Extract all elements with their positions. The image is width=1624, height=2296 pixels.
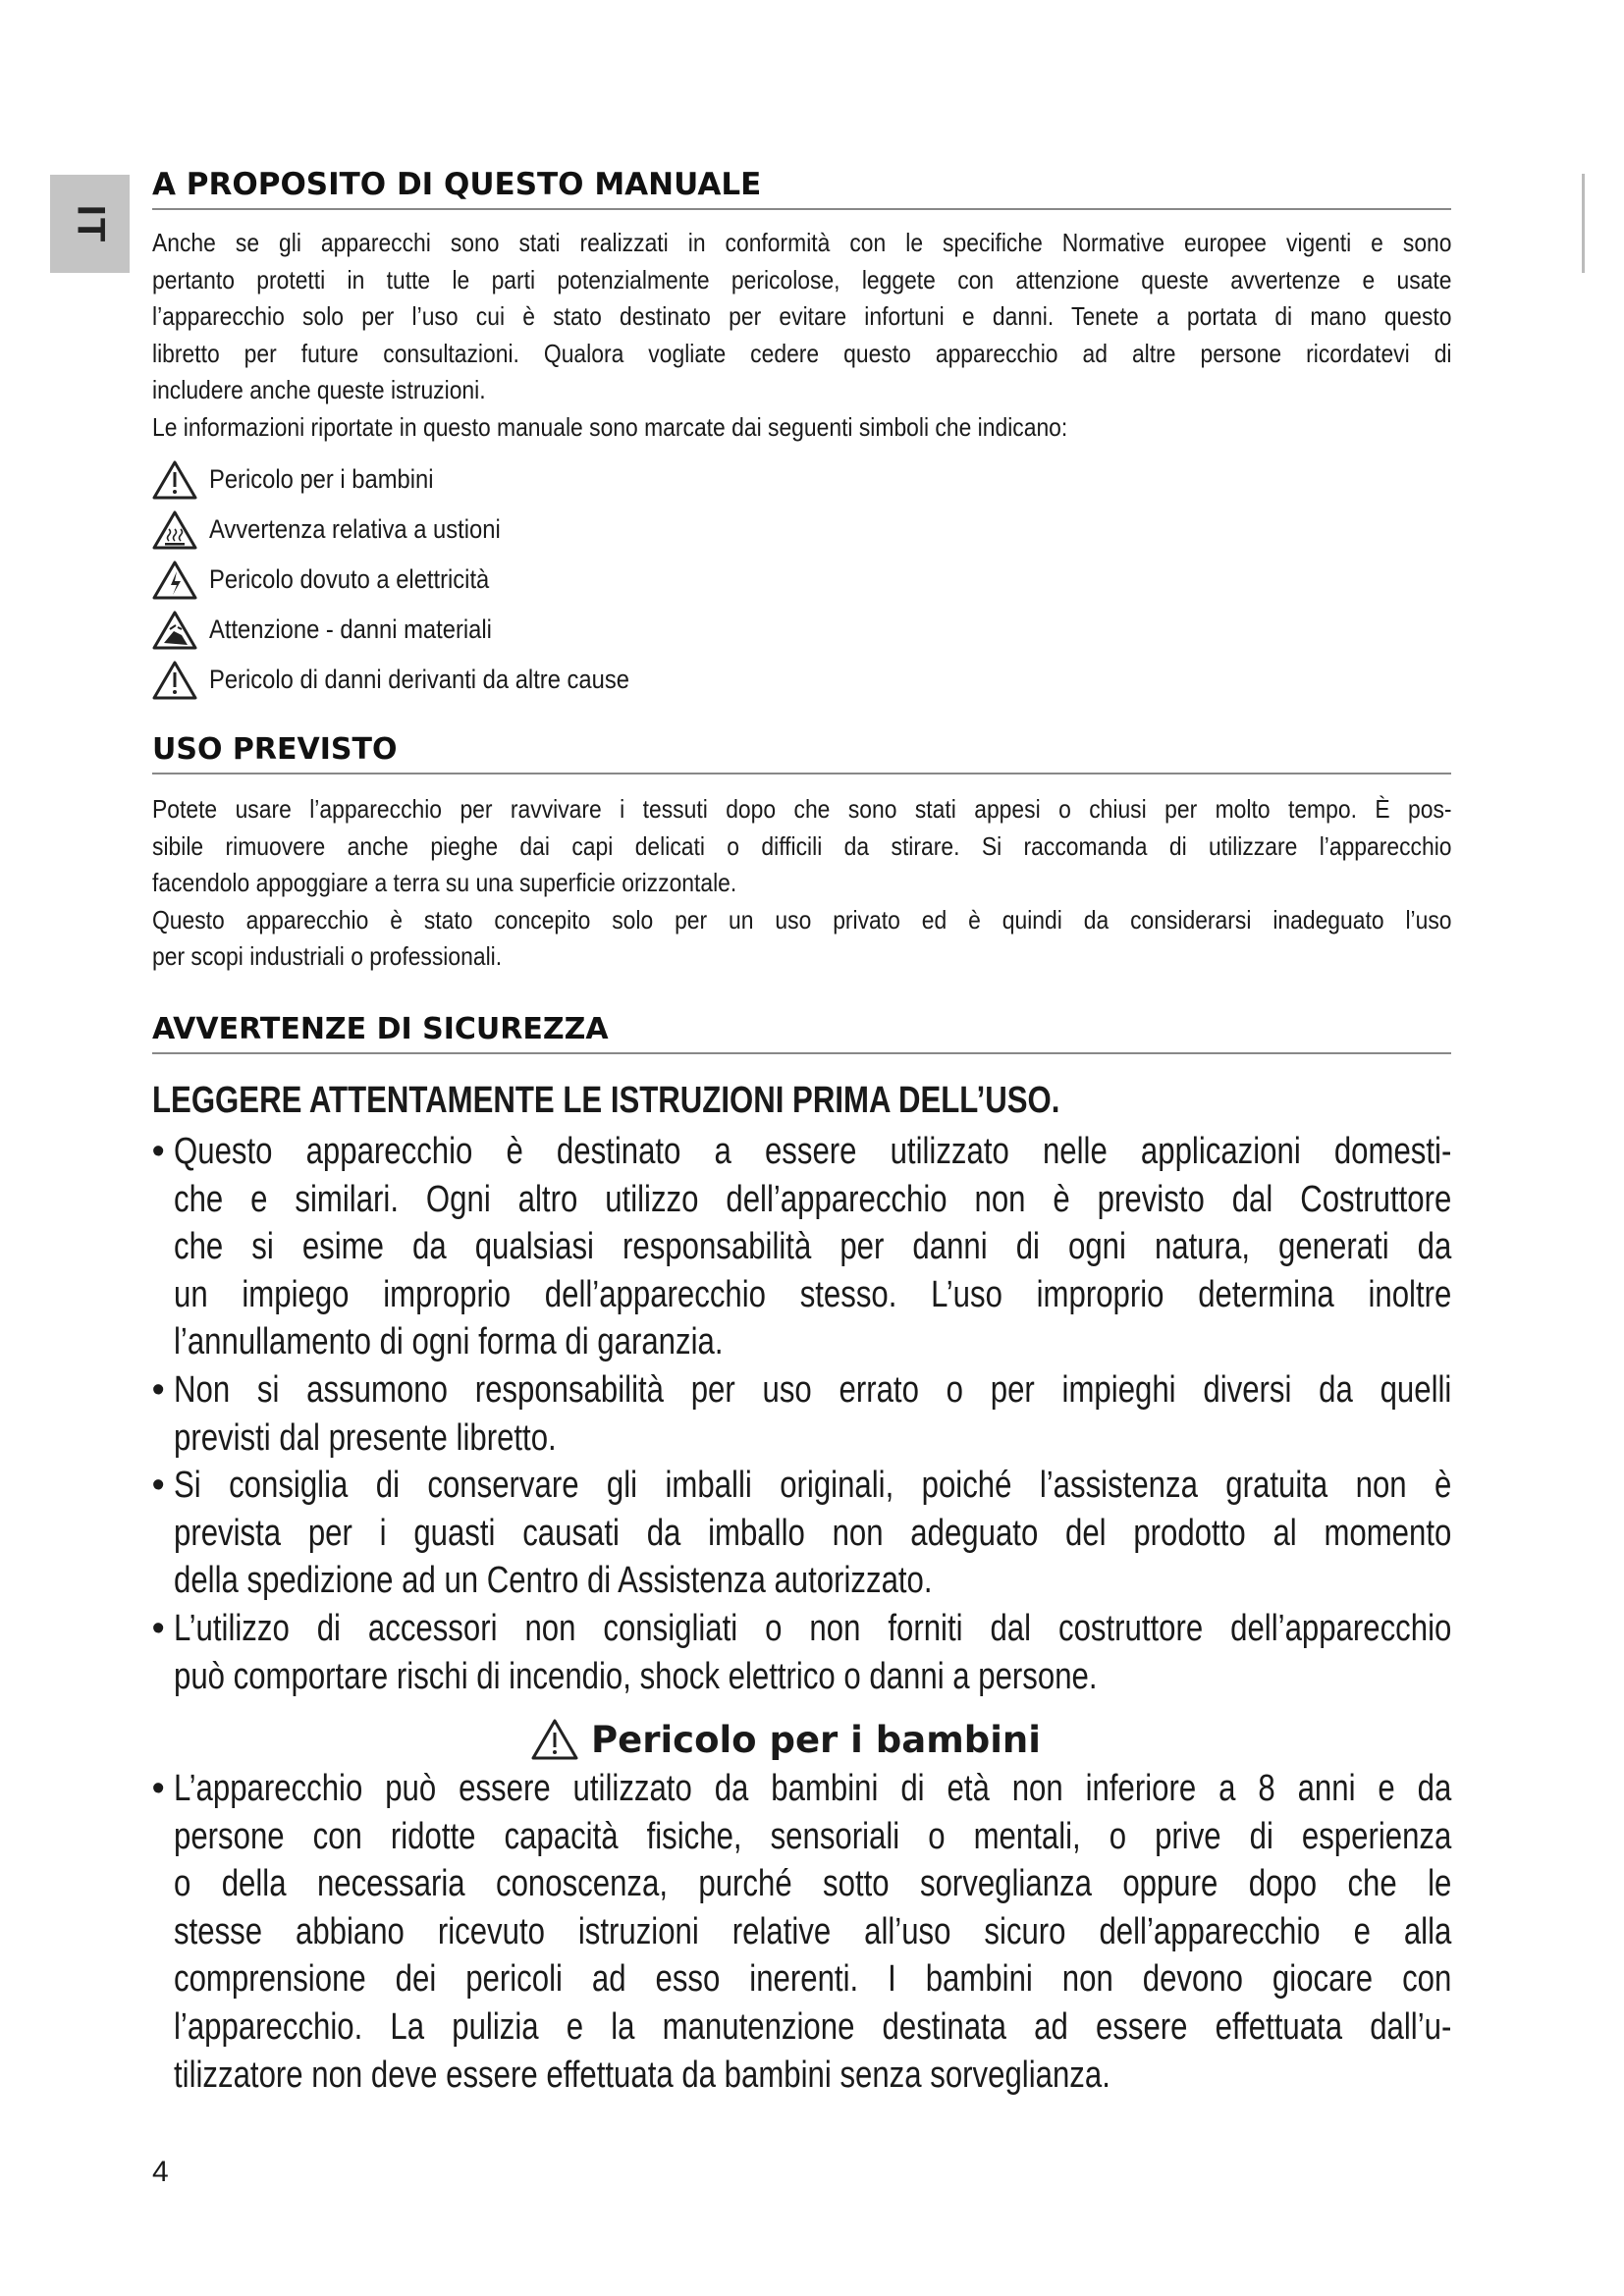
text-line: libretto per future consultazioni. Qualora vogliate cedere questo apparecchio ad altre persone ricordatevi di <box>152 338 1452 368</box>
symbol-legend-item <box>152 655 686 705</box>
language-tab-label: IT <box>68 204 112 243</box>
text-line: Anche se gli apparecchi sono stati realizzati in conformità con le specifiche Normative europee vigenti e sono <box>152 228 1452 257</box>
text-line: l’apparecchio solo per l’uso cui è stato destinato per evitare infortuni e danni. Tenete a portata di mano questo <box>152 301 1452 331</box>
text-line: può comportare rischi di incendio, shock elettrico o danni a persone. <box>174 1655 1098 1697</box>
text-line: Si consiglia di conservare gli imballi originali, poiché l’assistenza gratuita non è • <box>174 1462 1451 1510</box>
text-line: L’utilizzo di accessori non consigliati o non forniti dal costruttore dell’apparecchio • <box>174 1605 1451 1653</box>
section-divider <box>152 208 1451 210</box>
warning-exclamation-icon <box>152 660 197 701</box>
symbol-legend-item <box>152 505 686 555</box>
bullet-marker: • <box>151 1768 165 1809</box>
safety-bullets <box>152 1128 1624 1700</box>
text-line: includere anche queste istruzioni. <box>152 375 486 404</box>
text-line: Le informazioni riportate in questo manuale sono marcate dai seguenti simboli che indicano: <box>152 411 1068 442</box>
text-line: un impiego improprio dell’apparecchio stesso. L’uso improprio determina inoltre <box>174 1273 1452 1315</box>
text-line: per scopi industriali o professionali. <box>152 941 503 971</box>
symbol-legend <box>152 454 686 705</box>
symbol-label: Pericolo di danni derivanti da altre cause <box>209 665 629 694</box>
warning-exclamation-icon <box>152 459 197 501</box>
read-instructions-notice: LEGGERE ATTENTAMENTE LE ISTRUZIONI PRIMA DELL’USO. <box>152 1080 1060 1121</box>
intended-use-text <box>152 791 1624 976</box>
language-tab <box>50 175 130 273</box>
text-line: Questo apparecchio è destinato a essere utilizzato nelle applicazioni domesti- • <box>174 1128 1451 1176</box>
text-line: Potete usare l’apparecchio per ravvivare i tessuti dopo che sono stati appesi o chiusi per molto tempo. È pos- <box>152 794 1452 824</box>
text-line: che e similari. Ogni altro utilizzo dell’apparecchio non è previsto dal Costruttore <box>174 1178 1452 1220</box>
symbol-label: Avvertenza relativa a ustioni <box>209 514 501 544</box>
text-line: Questo apparecchio è stato concepito solo per un uso privato ed è quindi da considerarsi inadeguato l’uso <box>152 904 1452 934</box>
symbol-legend-item <box>152 555 686 605</box>
section-title-safety: AVVERTENZE DI SICUREZZA <box>152 1012 609 1046</box>
children-bullets <box>152 1765 1624 2099</box>
symbol-legend-item <box>152 605 686 655</box>
text-line: che si esime da qualsiasi responsabilità per danni di ogni natura, generati da <box>174 1226 1452 1268</box>
symbol-label: Pericolo per i bambini <box>209 464 434 494</box>
text-line: l’annullamento di ogni forma di garanzia. <box>174 1321 724 1363</box>
warning-exclamation-icon <box>530 1718 579 1761</box>
page-number: 4 <box>152 2156 169 2188</box>
about-text <box>152 225 1624 446</box>
children-danger-heading <box>530 1718 1041 1761</box>
section-title-about: A PROPOSITO DI QUESTO MANUALE <box>152 167 762 202</box>
text-line: sibile rimuovere anche pieghe dai capi delicati o difficili da stirare. Si raccomanda di utilizzare l’apparecchio <box>152 830 1452 861</box>
bullet-marker: • <box>151 1131 165 1172</box>
text-line: o della necessaria conoscenza, purché sotto sorveglianza oppure dopo che le <box>174 1863 1452 1905</box>
section-divider <box>152 773 1451 774</box>
symbol-label: Attenzione - danni materiali <box>209 614 492 644</box>
text-line: L’apparecchio può essere utilizzato da bambini di età non inferiore a 8 anni e da • <box>174 1765 1451 1813</box>
text-line: facendolo appoggiare a terra su una superficie orizzontale. <box>152 868 737 897</box>
children-danger-title: Pericolo per i bambini <box>591 1718 1041 1761</box>
bullet-marker: • <box>151 1368 165 1411</box>
section-divider <box>152 1052 1451 1054</box>
text-line: persone con ridotte capacità fisiche, sensoriali o mentali, o prive di esperienza <box>174 1815 1452 1857</box>
warning-material-damage-icon <box>152 610 197 651</box>
symbol-label: Pericolo dovuto a elettricità <box>209 564 490 594</box>
text-line: della spedizione ad un Centro di Assistenza autorizzato. <box>174 1560 933 1602</box>
text-line: prevista per i guasti causati da imballo non adeguato del prodotto al momento <box>174 1512 1452 1554</box>
text-line: tilizzatore non deve essere effettuata da bambini senza sorveglianza. <box>174 2054 1110 2096</box>
symbol-legend-item <box>152 454 686 505</box>
warning-electricity-icon <box>152 560 197 601</box>
text-line: comprensione dei pericoli ad esso inerenti. I bambini non devono giocare con <box>174 1958 1452 2001</box>
text-line: Non si assumono responsabilità per uso errato o per impieghi diversi da quelli • <box>174 1366 1451 1415</box>
warning-hot-surface-icon <box>152 509 197 551</box>
bullet-marker: • <box>151 1465 165 1507</box>
text-line: stesse abbiano ricevuto istruzioni relative all’uso sicuro dell’apparecchio e alla <box>174 1910 1452 1952</box>
text-line: previsti dal presente libretto. <box>174 1416 557 1459</box>
text-line: l’apparecchio. La pulizia e la manutenzione destinata ad essere effettuata dall’u- <box>174 2005 1452 2048</box>
bullet-marker: • <box>151 1607 165 1649</box>
text-line: pertanto protetti in tutte le parti potenzialmente pericolose, leggete con attenzione queste avvertenze e usate <box>152 264 1452 294</box>
section-title-intended-use: USO PREVISTO <box>152 732 398 767</box>
